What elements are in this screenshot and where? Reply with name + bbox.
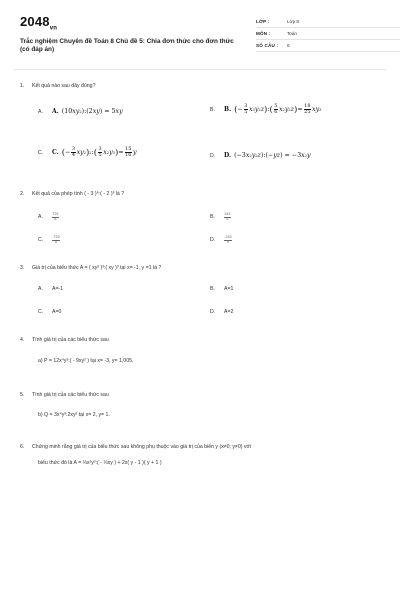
q1-a-expression: (10 xy 2 ):(2 xy ) = 5 xy	[61, 108, 123, 115]
q2-a-fraction: 729 8	[52, 212, 59, 221]
meta-row-count: SỐ CÂU : 6	[256, 40, 400, 52]
q1-d-expression: (−3 x 2 y 2 z ):(− yz ) = −3 x 2 y	[234, 152, 311, 159]
meta-row-subject: MÔN : Toán	[256, 28, 400, 40]
question-5: 5. Tính giá trị của các biểu thức sau	[20, 392, 109, 398]
meta-table	[256, 16, 400, 52]
q3-option-b[interactable]: B. A=1	[210, 286, 234, 292]
q1-option-d[interactable]: D. D. (−3 x 2 y 2 z ):(− yz ) = −3 x 2 y	[210, 152, 311, 159]
q1-option-b[interactable]: B. B. ( − 3 5 x 3 y 2 z ) : ( 5 6 x 2 y 2 z ) = 18 25 xy 3	[210, 103, 322, 116]
question-4: 4. Tính giá trị của các biểu thức sau	[20, 337, 109, 343]
q1-option-a[interactable]: A. A. (10 xy 2 ):(2 xy ) = 5 xy	[38, 108, 123, 115]
document-title: Trắc nghiệm Chuyên đề Toán 8 Chủ đề 5: Chia đơn thức cho đơn thức (có đáp án)	[20, 37, 234, 53]
q2-c-fraction: -729 8	[52, 235, 60, 244]
q2-option-b[interactable]: B. 243 8	[210, 212, 231, 221]
q2-option-d[interactable]: D. -243 8	[210, 235, 232, 244]
question-6: 6. Chứng minh rằng giá trị của biểu thức sau không phụ thuộc vào giá trị của biến y (x≠0; y≠0) với	[20, 444, 252, 450]
question-1: 1. Kết quả nào sau đây đúng?	[20, 83, 96, 89]
q2-option-a[interactable]: A. 729 8	[38, 212, 59, 221]
q5-subquestion: b) Q = 3x⁴y³:2xy² tại x= 2, y= 1.	[38, 412, 110, 418]
brand-logo: $2048_{vn}$	[20, 14, 58, 32]
divider	[14, 69, 386, 70]
q2-option-c[interactable]: C. -729 8	[38, 235, 60, 244]
document-header	[20, 14, 382, 66]
q4-subquestion: a) P = 12x⁴y²:( - 9xy² ) tại x= -3, y= 1,005.	[38, 358, 134, 364]
meta-row-class: LỚP : Lớp 8	[256, 16, 400, 28]
q6-expression: biểu thức đó là A = ⅔x²y³:( - ⅓xy ) + 2x( y - 1 )( y + 1 )	[38, 460, 162, 466]
q1-option-c[interactable]: C. C. ( − 3 4 xy 2 ) 2 : ( 3 5 x 2 y 3 ) = 15 16 y	[38, 146, 137, 159]
q3-option-c[interactable]: C. A=0	[38, 309, 62, 315]
q3-option-a[interactable]: A. A=-1	[38, 286, 64, 292]
q1-b-expression: ( − 3 5 x 3 y 2 z ) : ( 5 6 x 2 y 2 z ) = 18 25 xy 3	[234, 103, 322, 116]
q2-b-fraction: 243 8	[224, 212, 231, 221]
question-3: 3. Giá trị của biểu thức A = ( xy² )³:( xy )³ tại x= -1, y =1 là ?	[20, 265, 162, 271]
q3-option-d[interactable]: D. A=2	[210, 309, 234, 315]
q1-c-expression: ( − 3 4 xy 2 ) 2 : ( 3 5 x 2 y 3 ) = 15 16 y	[61, 146, 137, 159]
q2-d-fraction: -243 8	[224, 235, 232, 244]
question-2: 2. Kết quả của phép tính ( - 3 )⁶:( - 2 )³ là ?	[20, 191, 125, 197]
